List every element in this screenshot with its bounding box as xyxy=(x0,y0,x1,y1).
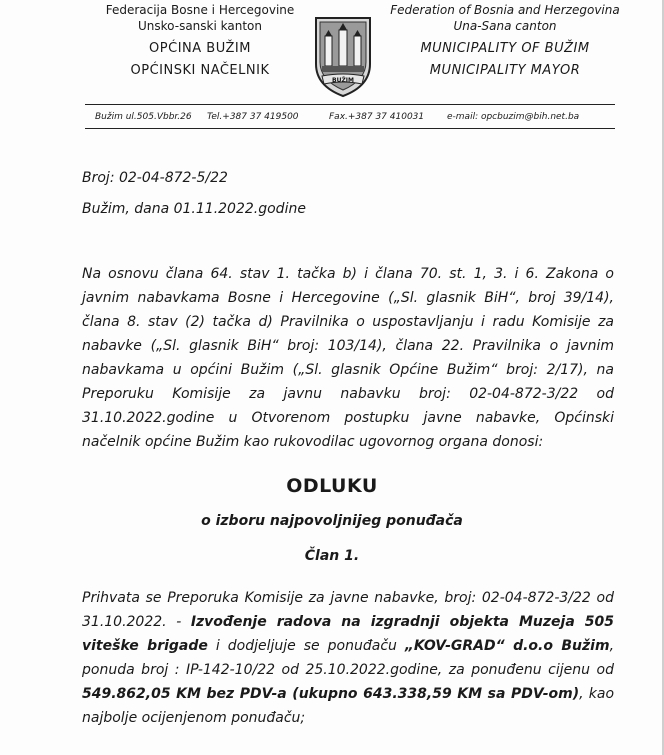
header-right-line3: MUNICIPALITY OF BUŽIM xyxy=(420,41,590,56)
decision-subtitle: o izboru najpovoljnijeg ponuđača xyxy=(201,513,463,529)
contact-tel: Tel.+387 37 419500 xyxy=(207,112,299,122)
article-paragraph xyxy=(82,586,614,730)
header-right-line4: MUNICIPALITY MAYOR xyxy=(429,63,581,78)
document-date: Bužim, dana 01.11.2022.godine xyxy=(82,201,306,217)
contact-email: e-mail: opcbuzim@bih.net.ba xyxy=(447,112,580,122)
municipality-crest-icon xyxy=(312,14,374,98)
article-text-price: 549.862,05 KM bez PDV-a (ukupno 643.338,59 KM sa PDV-om) xyxy=(82,686,580,702)
article-heading: Član 1. xyxy=(304,548,360,564)
header-divider-bottom xyxy=(85,128,615,129)
article-text-subject: Izvođenje radova na izgradnji objekta Muzeja 505 viteške brigade xyxy=(82,614,615,654)
intro-paragraph: Na osnovu člana 64. stav 1. tačka b) i člana 70. st. 1, 3. i 6. Zakona o javnim nabavkama Bosne i Hercegovine („Sl. glasnik BiH“, broj 39/14), člana 8. stav (2) tačka d) Pravilnika o uspostavljanju i radu Komisije za nabavke („Sl. glasnik BiH“ broj: 103/14), člana 22. Pravilnika o javnim nabavkama u općini Bužim („Sl. glasnik Općine Bužim“ broj: 2/17), na Preporuku Komisije za javnu nabavku broj: 02-04-872-3/22 od 31.10.2022.godine u Otvorenom postupku javne nabavke, Općinski načelnik općine Bužim kao rukovodilac ugovornog organa donosi: xyxy=(82,266,614,450)
article-text-7: , kao najbolje ocijenjenom ponuđaču; xyxy=(82,686,615,726)
contact-address: Bužim ul.505.Vbbr.26 xyxy=(95,112,192,122)
header-divider-top xyxy=(85,104,615,105)
article-text-bidder: „KOV-GRAD“ d.o.o Bužim xyxy=(404,638,610,654)
header-left-line1: Federacija Bosne i Hercegovine xyxy=(105,3,295,17)
header-right-line2: Una-Sana canton xyxy=(453,19,557,33)
article-text-3: i dodjeljuje se ponuđaču xyxy=(207,638,405,654)
crest-label: BUŽIM xyxy=(332,77,354,84)
document-number: Broj: 02-04-872-5/22 xyxy=(82,170,228,186)
header-right xyxy=(380,2,630,82)
article-text-5: , ponuda broj : IP-142-10/22 od 25.10.2022.godine, za ponuđenu cijenu od xyxy=(82,638,615,678)
header-left xyxy=(90,2,310,82)
header-right-line1: Federation of Bosnia and Herzegovina xyxy=(390,3,620,17)
header-left-line3: OPĆINA BUŽIM xyxy=(149,41,251,56)
article-text-1: Prihvata se Preporuka Komisije za javne nabavke, broj: 02-04-872-3/22 od 31.10.2022. - xyxy=(82,590,614,630)
decision-title: ODLUKU xyxy=(286,475,378,497)
header-left-line4: OPĆINSKI NAČELNIK xyxy=(130,63,270,78)
contact-fax: Fax.+387 37 410031 xyxy=(329,112,425,122)
header-left-line2: Unsko-sanski kanton xyxy=(138,19,262,33)
